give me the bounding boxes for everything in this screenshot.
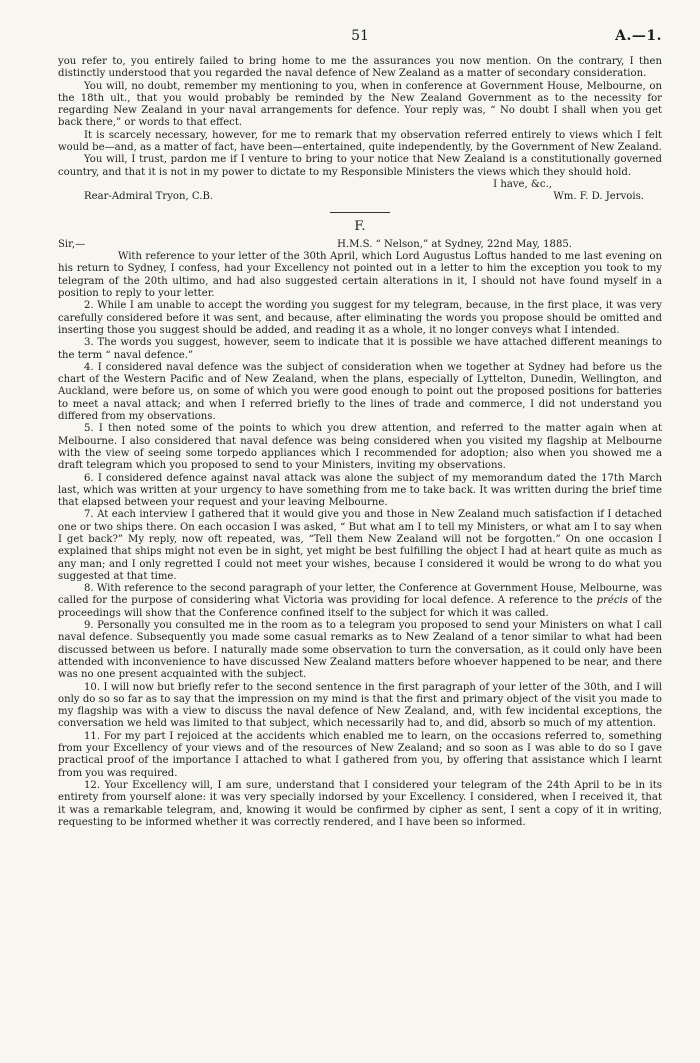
paragraph: 10. I will now but briefly refer to the second sentence in the first paragraph of your letter of the 30th, and I will only do so so far as to say that the impression on my mind is that the first and primary object of the visit you made to my flagship was with a view to discuss the naval defence of New Zealand, and, with few incidental exceptions, the conversation we held was limited to that subject, which necessarily had to, and did, absorb so much of my attention. [58, 681, 662, 730]
place-date: H.M.S. “ Nelson,” at Sydney, 22nd May, 1885. [337, 238, 572, 250]
paragraph: 7. At each interview I gathered that it would give you and those in New Zealand much satisfaction if I detached one or two ships there. On each occasion I was asked, “ But what am I to tell my Ministers, or what am I to say when I get back?” My reply, now oft repeated, was, “Tell them New Zealand will not be forgotten.” On one occasion I explained that ships might not even be in sight, yet might be best fulfilling the object I had at heart quite as much as any man; and I only regretted I could not meet your wishes, because I considered it would be wrong to do what you suggested at that time. [58, 509, 662, 582]
paragraph-8-text-end: of the proceedings will show that the Conference confined itself to the subject for which it was called. [58, 595, 662, 619]
closing: I have, &c., [493, 178, 552, 190]
addressee: Rear-Admiral Tryon, C.B. [84, 191, 214, 203]
paragraph: 11. For my part I rejoiced at the accidents which enabled me to learn, on the occasions referred to, something from your Excellency of your views and of the resources of New Zealand; and so soon as I was able to do so I gave practical proof of the importance I attached to what I gathered from you, by offering that assistance which I learnt from you was required. [58, 730, 662, 779]
paragraph: 3. The words you suggest, however, seem to indicate that it is possible we have attached different meanings to the term “ naval defence.” [58, 337, 662, 361]
page-header [58, 30, 662, 56]
paragraph-8 [58, 583, 662, 620]
paragraph: With reference to your letter of the 30th April, which Lord Augustus Loftus handed to me last evening on his return to Sydney, I confess, had your Excellency not pointed out in a letter to him the exception you took to my telegram of the 20th ultimo, and had also suggested certain alterations in it, I should not have found myself in a position to reply to your letter. [58, 251, 662, 300]
paragraph: you refer to, you entirely failed to bring home to me the assurances you now mention. On the contrary, I then distinctly understood that you regarded the naval defence of New Zealand as a matter of secondary consideration. [58, 56, 662, 80]
closing-row [58, 179, 662, 191]
paragraph: 4. I considered naval defence was the subject of consideration when we together at Sydney had before us the chart of the Western Pacific and of New Zealand, when the plans, especially of Lyttelton, Dunedin, Wellington, and Auckland, were before us, on some of which you were good enough to point out the proposed positions for batteries to meet a naval attack; and when I referred briefly to the lines of trade and commerce, I did not understand you differed from my observations. [58, 361, 662, 423]
salutation-row [58, 239, 662, 251]
signature-row [58, 191, 662, 203]
paragraph: 2. While I am unable to accept the wording you suggest for my telegram, because, in the first place, it was very carefully considered before it was sent, and because, after eliminating the words you propose should be omitted and inserting those you suggest should be added, and reading it as a whole, it no longer conveys what I intended. [58, 300, 662, 336]
letter-heading: F. [354, 218, 366, 234]
page-number: 51 [351, 28, 369, 44]
paragraph: 6. I considered defence against naval attack was alone the subject of my memorandum dated the 17th March last, which was written at your urgency to have something from me to take back. It was written during the brief time that elapsed between your request and your leaving Melbourne. [58, 472, 662, 509]
signature: Wm. F. D. Jervois. [553, 191, 644, 203]
document-code: A.—1. [615, 28, 662, 44]
salutation: Sir,— [58, 238, 86, 250]
paragraph: You will, no doubt, remember my mentioning to you, when in conference at Government House, Melbourne, on the 18th ult., that you would probably be reminded by the New Zealand Government as to the necessity for regarding New Zealand in your naval arrangements for defence. Your reply was, “ No doubt I shall when you get back there,” or words to that effect. [58, 80, 662, 129]
letter-f [58, 218, 662, 830]
paragraph: 9. Personally you consulted me in the room as to a telegram you proposed to send your Ministers on what I call naval defence. Subsequently you made some casual remarks as to New Zealand of a tenor similar to what had been discussed between us before. I naturally made some observation to turn the conversation, as it could only have been attended with inconvenience to have discussed New Zealand matters before whoever happened to be near, and there was no one present acquainted with the subject. [58, 620, 662, 681]
paragraph: 5. I then noted some of the points to which you drew attention, and referred to the matter again when at Melbourne. I also considered that naval defence was being considered when you visited my flagship at Melbourne with the view of seeing some torpedo appliances which I recommended for adoption; also when you showed me a draft telegram which you proposed to send to your Ministers, inviting my observations. [58, 423, 662, 472]
letter-e-continuation [58, 56, 662, 204]
paragraph: You will, I trust, pardon me if I venture to bring to your notice that New Zealand is a constitutionally governed country, and that it is not in my power to dictate to my Responsible Ministers the views which they should hold. [58, 154, 662, 178]
paragraph: 12. Your Excellency will, I am sure, understand that I considered your telegram of the 24th April to be in its entirety from yourself alone: it was very specially indorsed by your Excellency. I considered, when I received it, that it was a remarkable telegram, and, knowing it would be confirmed by cipher as sent, I sent a copy of it in writing, requesting to be informed whether it was correctly rendered, and I have been so informed. [58, 779, 662, 828]
paragraph-8-text: 8. With reference to the second paragraph of your letter, the Conference at Government House, Melbourne, was called for the purpose of considering what Victoria was providing for local defence. A reference to the [58, 583, 662, 607]
paragraph: It is scarcely necessary, however, for me to remark that my observation referred entirely to views which I felt would be—and, as a matter of fact, have been—entertained, quite independently, by the Government of New Zealand. [58, 129, 662, 154]
precis-italic: précis [596, 595, 628, 607]
section-divider [330, 212, 390, 213]
